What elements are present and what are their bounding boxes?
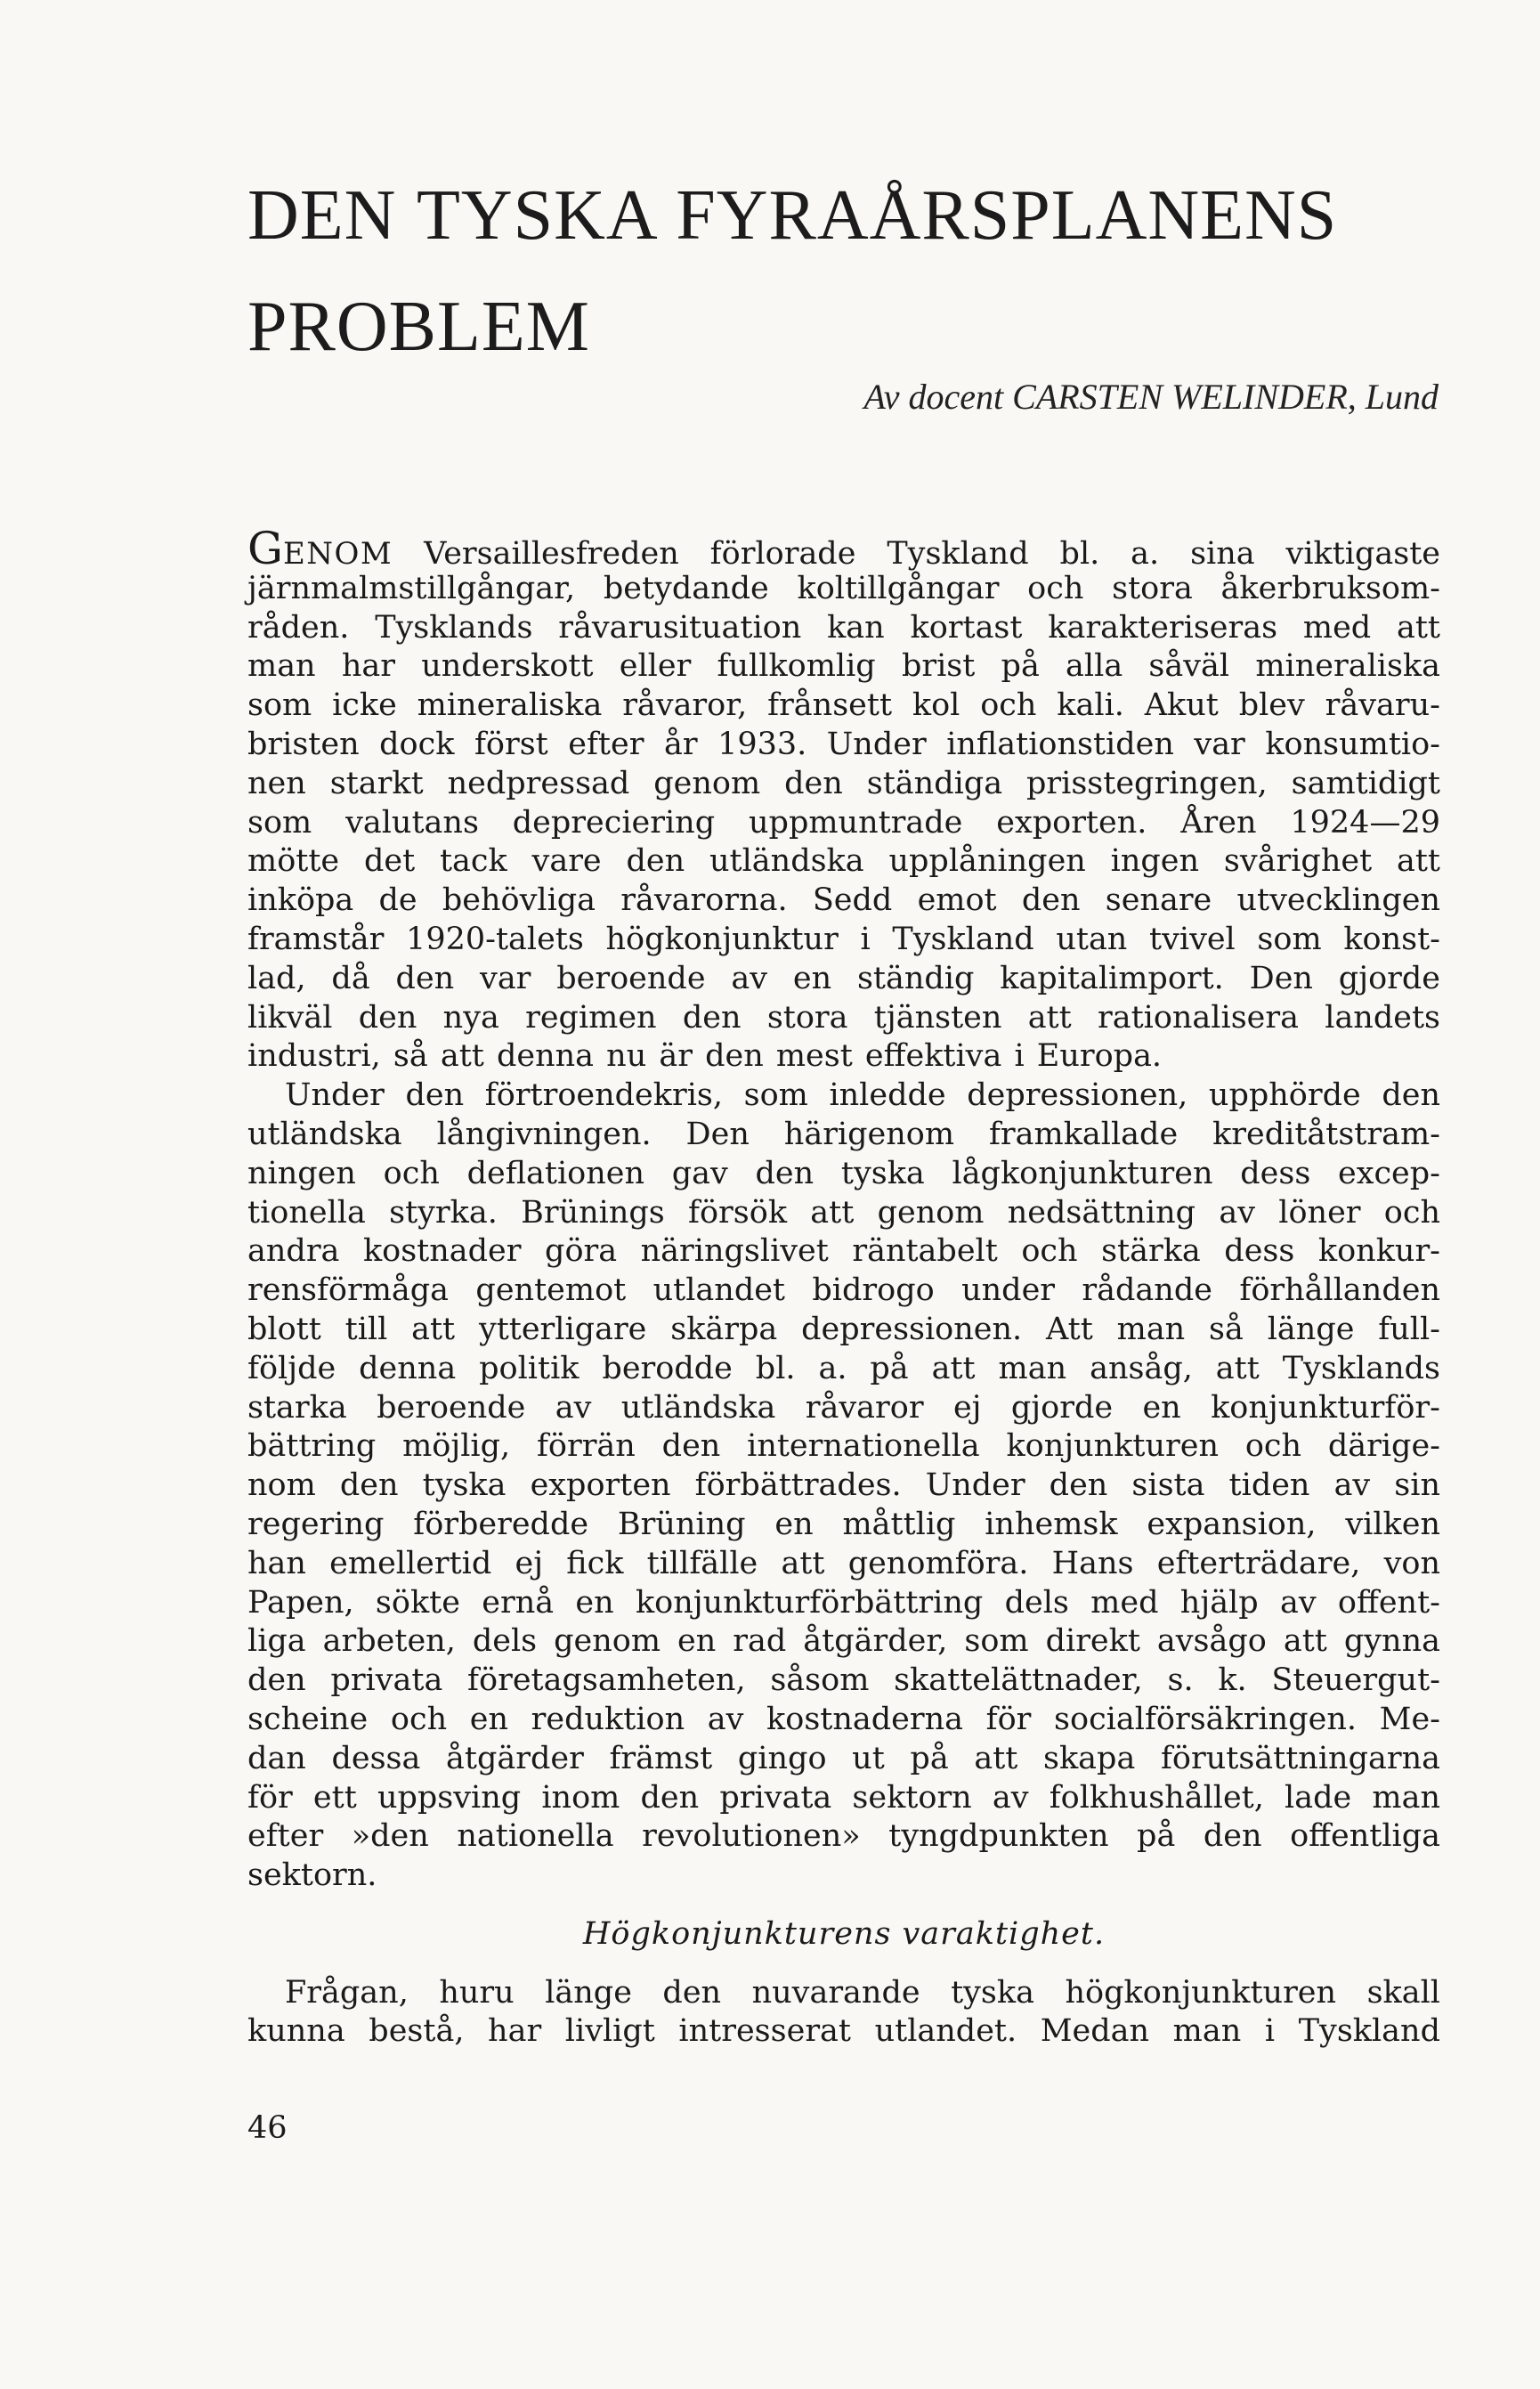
text-line: dan dessa åtgärder främst gingo ut på att skapa förutsättningarna (247, 1740, 1440, 1776)
text-line: nom den tyska exporten förbättrades. Under den sista tiden av sin (247, 1467, 1440, 1504)
text-line: bättring möjlig, förrän den internationella konjunkturen och därige- (247, 1428, 1440, 1465)
text-line: framstår 1920-talets högkonjunktur i Tyskland utan tvivel som konst- (247, 921, 1440, 957)
text-line: som valutans depreciering uppmuntrade exporten. Åren 1924—29 (247, 804, 1440, 841)
text-line: råden. Tysklands råvarusituation kan kortast karakteriseras med att (247, 609, 1440, 646)
spacer (247, 1896, 1440, 1915)
lead-word: ENOM (282, 536, 393, 572)
text-line: starka beroende av utländska råvaror ej gjorde en konjunkturför- (247, 1389, 1440, 1426)
text-line: man har underskott eller fullkomlig brist på alla såväl mineraliska (247, 648, 1440, 685)
text-line: följde denna politik berodde bl. a. på att man ansåg, att Tysklands (247, 1350, 1440, 1386)
text-line: utländska långivningen. Den härigenom framkallade kreditåtstram- (247, 1116, 1440, 1152)
line-text: Versaillesfreden förlorade Tyskland bl. a. sina viktigaste (393, 536, 1440, 572)
author-byline: Av docent CARSTEN WELINDER, Lund (863, 377, 1439, 417)
text-line: rensförmåga gentemot utlandet bidrogo under rådande förhållanden (247, 1272, 1440, 1309)
text-line: liga arbeten, dels genom en rad åtgärder, som direkt avsågo att gynna (247, 1623, 1440, 1660)
text-line: Frågan, huru länge den nuvarande tyska högkonjunkturen skall (285, 1974, 1440, 2011)
drop-cap: G (247, 523, 283, 574)
text-line: lad, då den var beroende av en ständig kapitalimport. Den gjorde (247, 960, 1440, 996)
text-line: regering förberedde Brüning en måttlig inhemsk expansion, vilken (247, 1506, 1440, 1542)
text-line: blott till att ytterligare skärpa depressionen. Att man så länge full- (247, 1311, 1440, 1347)
article-title (247, 160, 1449, 383)
section-heading: Högkonjunkturens varaktighet. (582, 1915, 1106, 1952)
text-line: järnmalmstillgångar, betydande koltillgångar och stora åkerbruksom- (247, 570, 1440, 606)
article-body (247, 523, 1440, 2052)
text-line: Under den förtroendekris, som inledde depressionen, upphörde den (285, 1077, 1440, 1114)
text-line: sektorn. (247, 1857, 377, 1894)
text-line: tionella styrka. Brünings försök att genom nedsättning av löner och (247, 1194, 1440, 1231)
text-line: han emellertid ej fick tillfälle att genomföra. Hans efterträdare, von (247, 1545, 1440, 1581)
text-line: scheine och en reduktion av kostnaderna för socialförsäkringen. Me- (247, 1701, 1440, 1737)
paragraph-1 (247, 523, 1440, 1077)
text-line: kunna bestå, har livligt intresserat utlandet. Medan man i Tyskland (247, 2013, 1440, 2050)
text-line: bristen dock först efter år 1933. Under inflationstiden var konsumtio- (247, 726, 1440, 762)
text-line: Papen, sökte ernå en konjunkturförbättring dels med hjälp av offent- (247, 1584, 1440, 1621)
text-line: för ett uppsving inom den privata sektorn av folkhushållet, lade man (247, 1779, 1440, 1816)
text-line: ningen och deflationen gav den tyska lågkonjunkturen dess excep- (247, 1155, 1440, 1191)
title-line: DEN TYSKA FYRAÅRSPLANENS (247, 176, 1338, 255)
text-line: som icke mineraliska råvaror, frånsett kol och kali. Akut blev råvaru- (247, 687, 1440, 724)
paragraph-2 (247, 1077, 1440, 1896)
text-line: efter »den nationella revolutionen» tyngdpunkten på den offentliga (247, 1818, 1440, 1855)
title-line: PROBLEM (247, 288, 590, 366)
text-line: industri, så att denna nu är den mest effektiva i Europa. (247, 1038, 1163, 1075)
text-line: likväl den nya regimen den stora tjänsten att rationalisera landets (247, 999, 1440, 1036)
page-number: 46 (247, 2110, 288, 2146)
text-line: den privata företagsamheten, såsom skattelättnader, s. k. Steuergut- (247, 1662, 1440, 1699)
text-line: inköpa de behövliga råvarorna. Sedd emot den senare utvecklingen (247, 882, 1440, 919)
text-line (247, 523, 1440, 574)
spacer (247, 1954, 1440, 1974)
paragraph-3 (247, 1974, 1440, 2052)
text-line: nen starkt nedpressad genom den ständiga prisstegringen, samtidigt (247, 765, 1440, 801)
text-line: andra kostnader göra näringslivet räntabelt och stärka dess konkur- (247, 1233, 1440, 1270)
text-line: mötte det tack vare den utländska upplåningen ingen svårighet att (247, 843, 1440, 880)
